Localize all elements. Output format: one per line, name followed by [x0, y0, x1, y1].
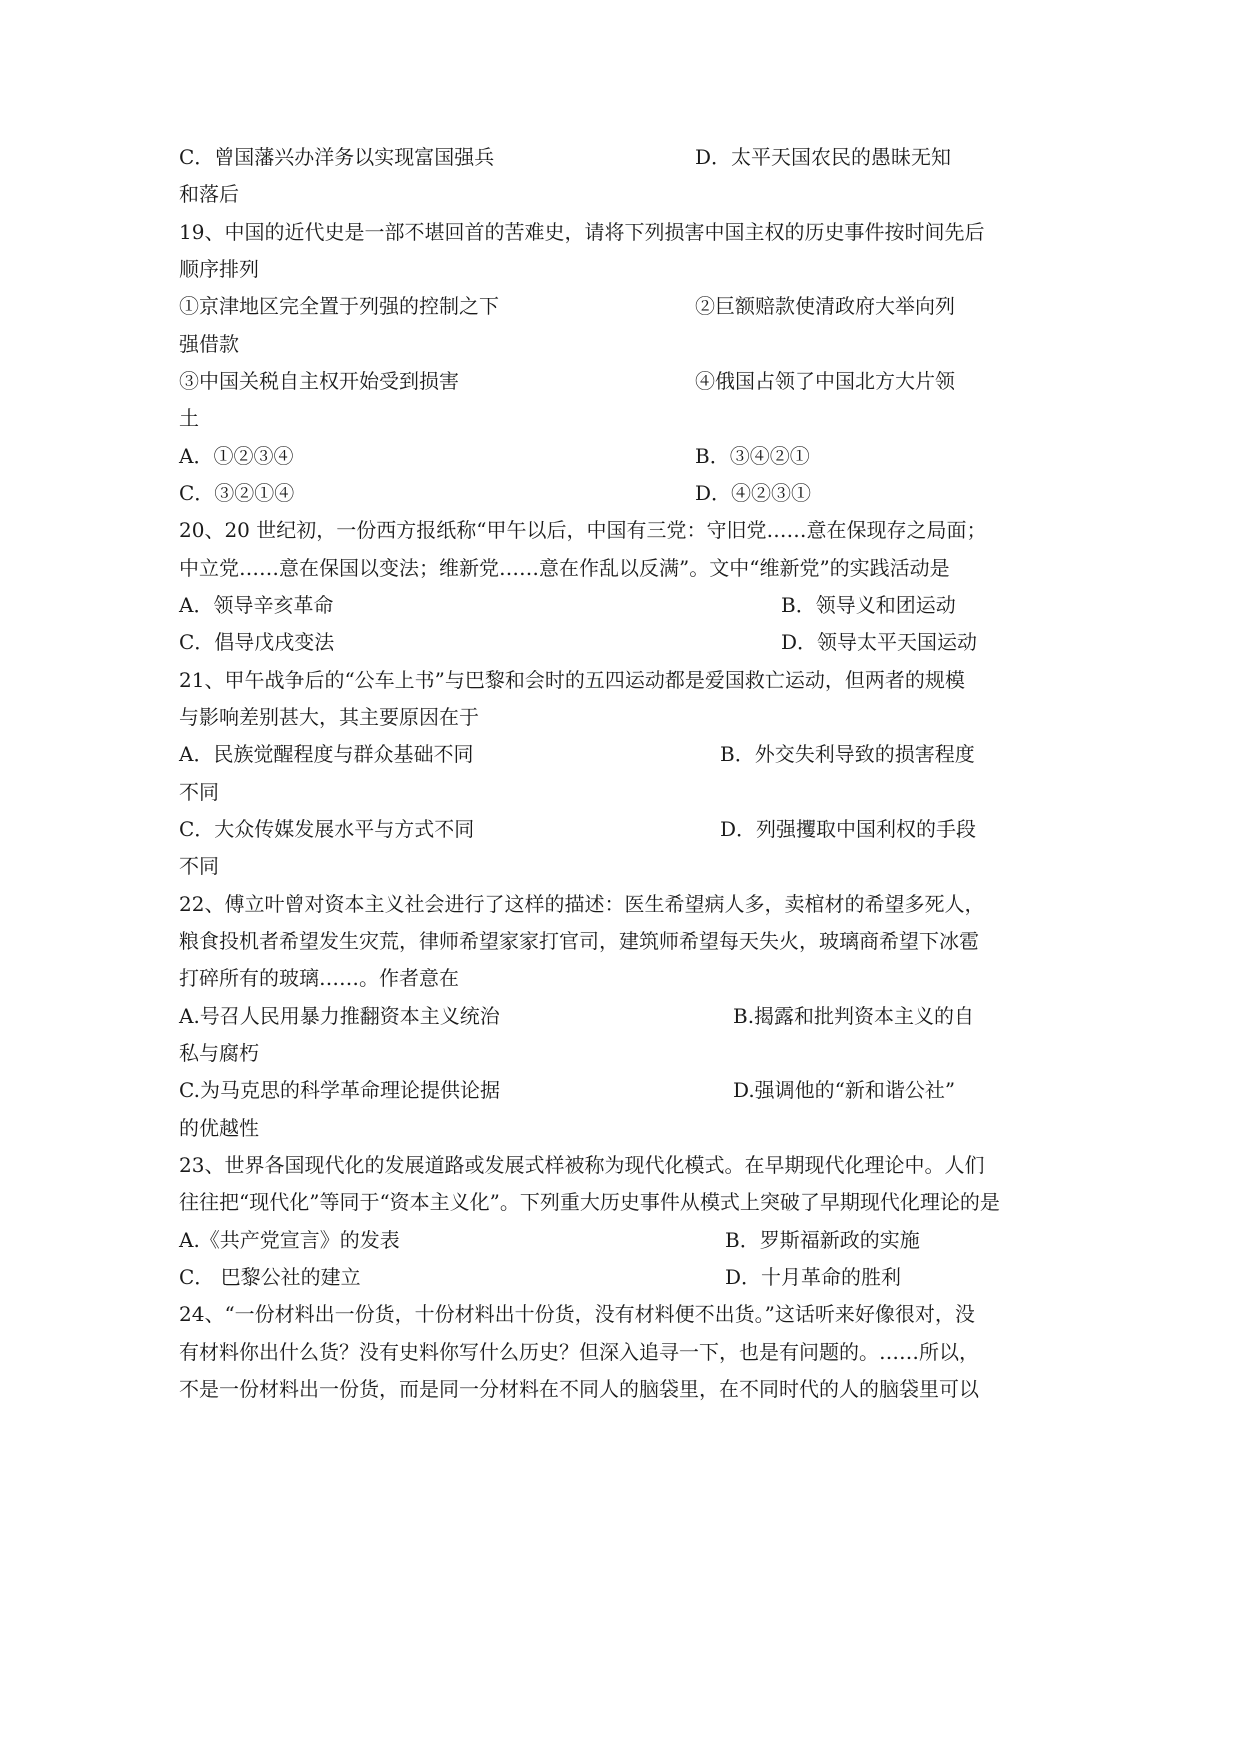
option-row: [179, 733, 1069, 775]
option-left: C．大众传媒发展水平与方式不同: [179, 817, 475, 841]
line-text: 20、20 世纪初，一份西方报纸称“甲午以后，中国有三党：守旧党……意在保现存之局面；: [179, 518, 987, 542]
line-text: 22、傅立叶曾对资本主义社会进行了这样的描述：医生希望病人多，卖棺材的希望多死人，: [179, 892, 985, 916]
option-left: A．民族觉醒程度与群众基础不同: [179, 742, 474, 766]
option-row: [179, 808, 1069, 850]
option-row: [179, 136, 1069, 178]
option-right: B．③④②①: [695, 444, 810, 468]
option-left: C． 巴黎公社的建立: [179, 1265, 361, 1289]
line-text: 不同: [179, 780, 219, 804]
line-text: 强借款: [179, 332, 239, 356]
text-line: [179, 323, 1069, 365]
option-left: C．倡导戊戌变法: [179, 630, 335, 654]
question-20: [179, 509, 1069, 551]
option-left: C．③②①④: [179, 481, 295, 505]
line-text: 私与腐朽: [179, 1041, 259, 1065]
option-left: A．①②③④: [179, 444, 294, 468]
line-text: 和落后: [179, 182, 239, 206]
line-text: 与影响差别甚大，其主要原因在于: [179, 705, 479, 729]
text-line: [179, 845, 1069, 887]
option-row: [179, 435, 1069, 477]
option-right: D．太平天国农民的愚昧无知: [695, 145, 952, 169]
line-text: 粮食投机者希望发生灾荒，律师希望家家打官司，建筑师希望每天失火，玻璃商希望下冰雹: [179, 929, 979, 953]
text-line: [179, 397, 1069, 439]
line-text: 19、中国的近代史是一部不堪回首的苦难史，请将下列损害中国主权的历史事件按时间先后: [179, 220, 985, 244]
option-row: [179, 1219, 1069, 1261]
option-right: ②巨额赔款使清政府大举向列: [695, 294, 955, 318]
line-text: 24、“一份材料出一份货，十份材料出十份货，没有材料便不出货。”这话听来好像很对，没: [179, 1302, 975, 1326]
line-text: 土: [179, 406, 199, 430]
option-right: B．外交失利导致的损害程度: [720, 742, 975, 766]
option-right: D．领导太平天国运动: [781, 630, 978, 654]
text-line: [179, 920, 1069, 962]
text-line: [179, 696, 1069, 738]
option-row: [179, 472, 1069, 514]
text-line: [179, 173, 1069, 215]
line-text: 往往把“现代化”等同于“资本主义化”。下列重大历史事件从模式上突破了早期现代化理论的是: [179, 1190, 1000, 1214]
text-line: [179, 771, 1069, 813]
text-line: [179, 248, 1069, 290]
option-row: [179, 621, 1069, 663]
option-left: A.号召人民用暴力推翻资本主义统治: [179, 1004, 500, 1028]
option-right: B．领导义和团运动: [781, 593, 956, 617]
option-row: [179, 584, 1069, 626]
line-text: 不同: [179, 854, 219, 878]
option-right: D．列强攫取中国利权的手段: [720, 817, 977, 841]
option-left: ①京津地区完全置于列强的控制之下: [179, 294, 499, 318]
question-24: [179, 1293, 1069, 1335]
line-text: 21、甲午战争后的“公车上书”与巴黎和会时的五四运动都是爱国救亡运动，但两者的规模: [179, 668, 965, 692]
option-right: ④俄国占领了中国北方大片领: [695, 369, 955, 393]
option-left: A．领导辛亥革命: [179, 593, 334, 617]
option-row: [179, 285, 1069, 327]
option-row: [179, 995, 1069, 1037]
option-right: D．④②③①: [695, 481, 812, 505]
question-21: [179, 659, 1069, 701]
line-text: 的优越性: [179, 1116, 259, 1140]
line-text: 有材料你出什么货？没有史料你写什么历史？但深入追寻一下，也是有问题的。……所以，: [179, 1340, 979, 1364]
text-line: [179, 547, 1069, 589]
text-line: [179, 1032, 1069, 1074]
question-22: [179, 883, 1069, 925]
text-line: [179, 1368, 1069, 1410]
option-left: ③中国关税自主权开始受到损害: [179, 369, 459, 393]
option-left: C.为马克思的科学革命理论提供论据: [179, 1078, 500, 1102]
text-line: [179, 1107, 1069, 1149]
line-text: 顺序排列: [179, 257, 259, 281]
option-right: B.揭露和批判资本主义的自: [733, 1004, 975, 1028]
option-row: [179, 1069, 1069, 1111]
question-19: [179, 211, 1069, 253]
option-row: [179, 360, 1069, 402]
option-right: B．罗斯福新政的实施: [725, 1228, 920, 1252]
option-left: A.《共产党宣言》的发表: [179, 1228, 400, 1252]
option-right: D．十月革命的胜利: [725, 1265, 902, 1289]
text-line: [179, 1331, 1069, 1373]
line-text: 中立党……意在保国以变法；维新党……意在作乱以反满”。文中“维新党”的实践活动是: [179, 556, 950, 580]
question-23: [179, 1144, 1069, 1186]
option-right: D.强调他的“新和谐公社”: [733, 1078, 956, 1102]
line-text: 不是一份材料出一份货，而是同一分材料在不同人的脑袋里，在不同时代的人的脑袋里可以: [179, 1377, 979, 1401]
text-line: [179, 957, 1069, 999]
option-left: C．曾国藩兴办洋务以实现富国强兵: [179, 145, 495, 169]
text-line: [179, 1181, 1069, 1223]
line-text: 23、世界各国现代化的发展道路或发展式样被称为现代化模式。在早期现代化理论中。人们: [179, 1153, 985, 1177]
option-row: [179, 1256, 1069, 1298]
line-text: 打碎所有的玻璃……。作者意在: [179, 966, 459, 990]
